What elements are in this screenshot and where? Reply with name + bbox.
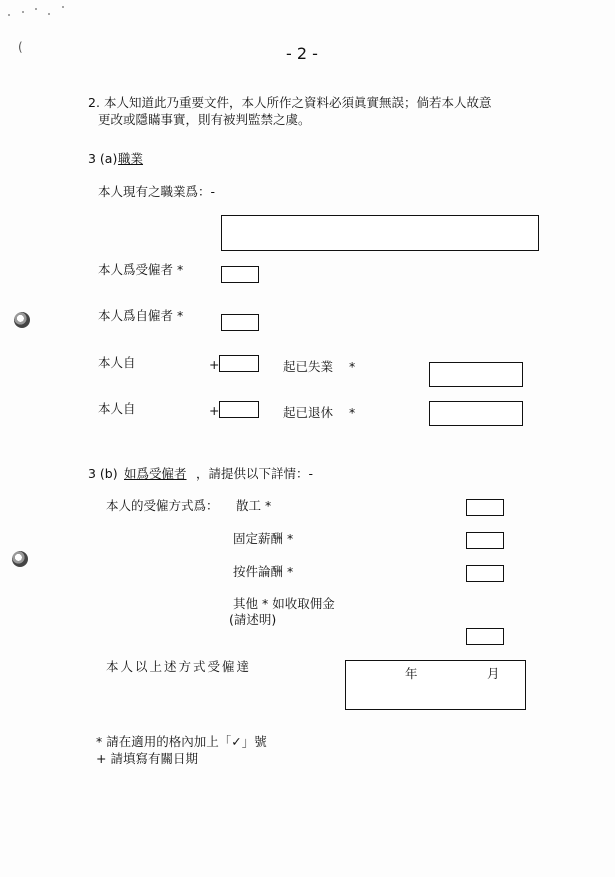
self-employed-label: 本人爲自僱者 * [98,308,184,323]
star-marker: * [349,405,356,420]
scan-mark: ( [18,40,23,54]
option-other-note: (請述明) [229,612,277,627]
unemployed-suffix: 起已失業 [283,359,334,374]
punch-hole [14,312,30,328]
footnote-date: + 請填寫有關日期 [96,751,198,766]
retired-checkbox[interactable] [429,401,523,426]
employment-method-label: 本人的受僱方式爲： [106,498,219,513]
retired-suffix: 起已退休 [283,405,334,420]
page-number: - 2 - [286,44,318,63]
section-3b-title-rest: ，請提供以下詳情：- [196,466,314,481]
scan-speck [62,6,64,8]
scan-speck [8,14,10,16]
occupation-field[interactable] [221,215,539,251]
duration-month-label: 月 [487,666,500,681]
section-3a-number: 3 (a) [88,151,118,166]
unemployed-date-field[interactable] [219,355,259,372]
unemployed-prefix: 本人自 [98,355,136,370]
retired-prefix: 本人自 [98,401,136,416]
other-checkbox[interactable] [466,628,504,645]
section-2-number: 2. [88,95,100,110]
casual-checkbox[interactable] [466,499,504,516]
employed-checkbox[interactable] [221,266,259,283]
unemployed-checkbox[interactable] [429,362,523,387]
piece-rate-checkbox[interactable] [466,565,504,582]
section-2-line1: 本人知道此乃重要文件，本人所作之資料必須眞實無誤；倘若本人故意 [104,95,492,110]
duration-label: 本人以上述方式受僱達 [106,659,252,674]
self-employed-checkbox[interactable] [221,314,259,331]
retired-date-field[interactable] [219,401,259,418]
scan-speck [48,13,50,15]
option-casual-label: 散工 * [236,498,272,513]
occupation-label: 本人現有之職業爲：- [98,184,216,199]
option-piece-label: 按件論酬 * [233,564,294,579]
footnote-checkmark: * 請在適用的格內加上「✓」號 [96,734,267,749]
section-3b-number: 3 (b) [88,466,118,481]
section-3b-title: 如爲受僱者 [124,466,187,481]
star-marker: * [349,359,356,374]
employed-label: 本人爲受僱者 * [98,262,184,277]
option-fixed-label: 固定薪酬 * [233,531,294,546]
section-2-line2: 更改或隱瞞事實，則有被判監禁之虞。 [98,112,311,127]
scan-speck [35,8,37,10]
punch-hole [12,551,28,567]
fixed-pay-checkbox[interactable] [466,532,504,549]
plus-marker: + [209,403,220,418]
section-3a-title: 職業 [118,151,144,166]
duration-year-label: 年 [405,666,418,681]
plus-marker: + [209,357,220,372]
option-other-label: 其他 * 如收取佣金 [233,596,335,611]
scan-speck [22,11,24,13]
